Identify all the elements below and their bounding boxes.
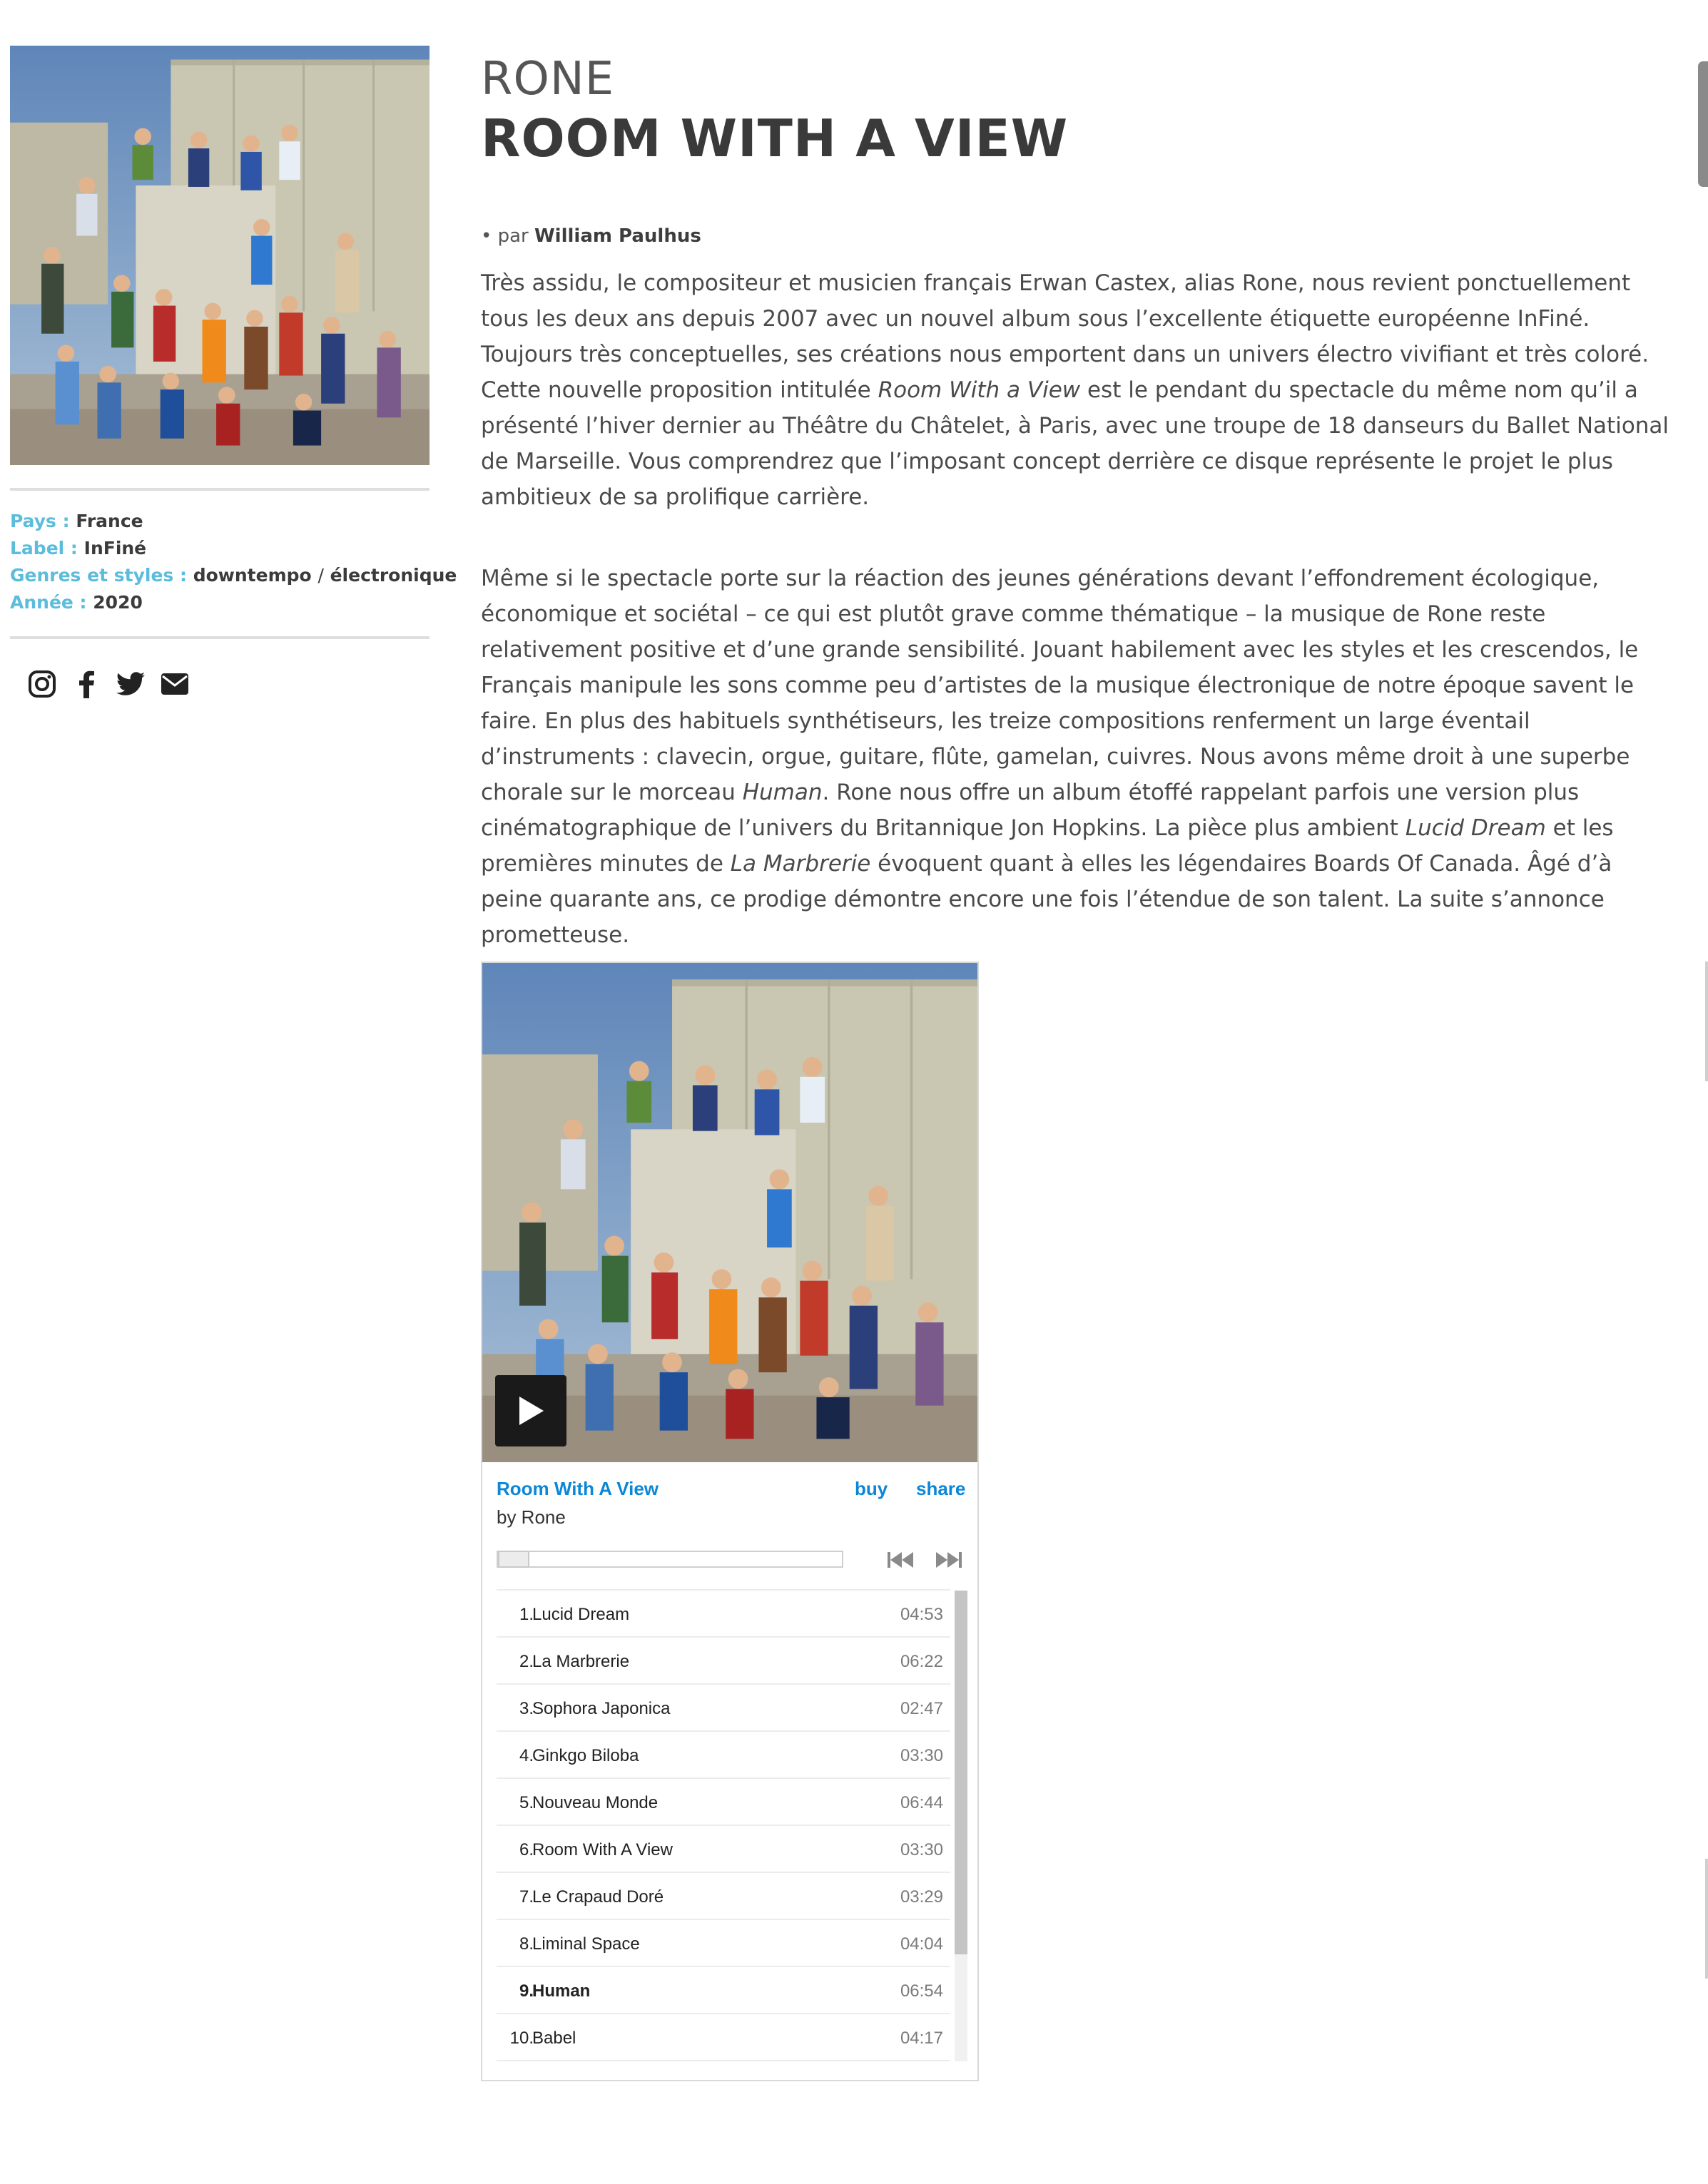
track-number: 2. — [519, 1652, 534, 1671]
track-row[interactable] — [497, 1826, 950, 1873]
meta-annee — [10, 589, 452, 616]
track-title: Sophora Japonica — [532, 1699, 671, 1718]
album-cover — [10, 46, 429, 465]
p2-text-c: . Rone nous offre un album étoffé rappelant parfois une version plus cinématographique de l’univers du Britannique Jon Hopkins. La pièce plus ambient — [481, 780, 1580, 841]
p2-track-lucid-dream: Lucid Dream — [1405, 815, 1546, 841]
edge-marker — [1705, 1859, 1708, 1979]
track-row[interactable] — [497, 1732, 950, 1779]
track-number: 4. — [519, 1746, 534, 1765]
track-duration: 06:54 — [900, 1981, 943, 2001]
album-meta — [10, 508, 457, 616]
byline — [481, 225, 701, 247]
track-row[interactable] — [497, 2014, 950, 2061]
track-row[interactable] — [497, 1685, 950, 1732]
previous-icon — [886, 1549, 915, 1571]
p1-text-a: Très assidu, le compositeur et musicien français Erwan Castex, alias Rone, nous revient ponctuellement tous les deux ans depuis 2007 avec un nouvel album sous l’excellente étiquette européenne InFiné. Toujours très conceptuelles, ses créations nous emportent dans un univers électro vivifiant et très coloré. Cette nouvelle proposition intitulée — [481, 270, 1649, 403]
track-title: La Marbrerie — [532, 1652, 630, 1671]
track-number: 3. — [519, 1699, 534, 1718]
track-title: Human — [532, 1981, 591, 2001]
track-row[interactable] — [497, 1638, 950, 1685]
meta-label — [10, 535, 452, 562]
track-duration: 02:47 — [900, 1699, 943, 1718]
tracklist — [497, 1589, 950, 2061]
share-link[interactable]: share — [916, 1478, 966, 1499]
previous-track-button[interactable] — [886, 1549, 915, 1571]
bandcamp-player — [481, 961, 979, 2081]
player-artwork[interactable] — [482, 963, 977, 1462]
author-link[interactable]: William Paulhus — [534, 225, 701, 247]
track-number: 6. — [519, 1840, 534, 1859]
meta-genres — [10, 562, 457, 589]
p2-text-a: Même si le spectacle porte sur la réaction des jeunes générations devant l’effondrement écologique, économique et sociétal – ce qui est plutôt grave comme thématique – la musique de Rone reste relativement positive et d’une grande sensibilité. Jouant habilement avec les styles et les crescendos, le Français manipule les sons comme peu d’artistes de la musique électronique de notre époque savent le faire. En plus des habituels synthétiseurs, les treize compositions renferment un large éventail d’instruments : clavecin, orgue, guitare, flûte, gamelan, cuivres. Nous avons même droit à une superbe chorale sur le morceau — [481, 566, 1639, 805]
p2-text-e: et les premières minutes de — [481, 815, 1614, 877]
track-number: 7. — [519, 1887, 534, 1907]
track-duration: 06:44 — [900, 1793, 943, 1812]
meta-label-key: Label : — [10, 538, 78, 558]
album-title: ROOM WITH A VIEW — [481, 108, 1069, 168]
byline-prefix: • par — [481, 225, 529, 247]
twitter-icon[interactable] — [116, 669, 146, 699]
track-duration: 06:22 — [900, 1652, 943, 1671]
track-row[interactable] — [497, 1779, 950, 1826]
track-title: Babel — [532, 2029, 576, 2048]
next-icon — [935, 1549, 963, 1571]
divider-bottom — [10, 636, 429, 639]
track-title: Lucid Dream — [532, 1605, 630, 1624]
track-row[interactable] — [497, 1967, 950, 2014]
p1-text-c: est le pendant du spectacle du même nom qu’il a présenté l’hiver dernier au Théâtre du Châtelet, à Paris, avec une troupe de 18 danseurs du Ballet National de Marseille. Vous comprendrez que l’imposant concept derrière ce disque représente le projet le plus ambitieux de sa prolifique carrière. — [481, 377, 1669, 510]
p2-text-g: évoquent quant à elles les légendaires Boards Of Canada. Âgé d’à peine quarante ans, ce prodige démontre encore une fois l’étendue de son talent. La suite s’annonce prometteuse. — [481, 851, 1612, 948]
track-number: 5. — [519, 1793, 534, 1812]
genre-link[interactable]: électronique — [330, 565, 457, 586]
player-artist: by Rone — [497, 1506, 566, 1528]
track-row[interactable] — [497, 1591, 950, 1638]
meta-pays — [10, 508, 452, 535]
play-button[interactable] — [495, 1375, 566, 1446]
track-duration: 04:53 — [900, 1605, 943, 1624]
facebook-icon[interactable] — [71, 669, 101, 699]
next-track-button[interactable] — [935, 1549, 963, 1571]
edge-marker — [1705, 961, 1708, 1081]
p2-track-la-marbrerie: La Marbrerie — [730, 851, 871, 877]
genre-link[interactable]: downtempo — [193, 565, 312, 586]
track-number: 9. — [519, 1981, 534, 2001]
track-title: Ginkgo Biloba — [532, 1746, 639, 1765]
track-title: Le Crapaud Doré — [532, 1887, 664, 1907]
instagram-icon[interactable] — [27, 669, 57, 699]
tracklist-scrollbar-thumb[interactable] — [955, 1591, 967, 1954]
track-title: Nouveau Monde — [532, 1793, 659, 1812]
page-scrollbar-thumb[interactable] — [1698, 61, 1708, 187]
track-title: Liminal Space — [532, 1934, 640, 1954]
meta-pays-key: Pays : — [10, 511, 70, 531]
artist-name: RONE — [481, 53, 615, 106]
review-paragraph-2 — [481, 561, 1674, 953]
track-number: 10. — [509, 2029, 534, 2048]
p2-track-human: Human — [742, 780, 823, 805]
progress-bar[interactable] — [497, 1551, 843, 1568]
meta-genres-key: Genres et styles : — [10, 565, 187, 586]
track-row[interactable] — [497, 1873, 950, 1920]
player-album-link[interactable]: Room With A View — [497, 1478, 659, 1499]
play-icon — [517, 1395, 545, 1427]
track-row[interactable] — [497, 1920, 950, 1967]
email-icon[interactable] — [160, 669, 190, 699]
tracklist-scrollbar[interactable] — [955, 1591, 967, 2061]
track-title: Room With A View — [532, 1840, 673, 1859]
track-number: 8. — [519, 1934, 534, 1954]
meta-label-value[interactable]: InFiné — [83, 538, 147, 558]
track-duration: 03:30 — [900, 1746, 943, 1765]
meta-annee-value: 2020 — [93, 592, 143, 613]
review-paragraph-1 — [481, 265, 1674, 515]
track-duration: 04:17 — [900, 2029, 943, 2048]
meta-pays-value: France — [76, 511, 143, 531]
progress-thumb[interactable] — [498, 1551, 529, 1568]
buy-link[interactable]: buy — [855, 1478, 888, 1499]
p1-album-title: Room With a View — [878, 377, 1081, 403]
track-duration: 04:04 — [900, 1934, 943, 1954]
track-duration: 03:29 — [900, 1887, 943, 1907]
social-share — [27, 669, 190, 699]
meta-annee-key: Année : — [10, 592, 87, 613]
divider-top — [10, 488, 429, 491]
track-number: 1. — [519, 1605, 534, 1624]
track-duration: 03:30 — [900, 1840, 943, 1859]
genre-separator: / — [317, 565, 324, 586]
